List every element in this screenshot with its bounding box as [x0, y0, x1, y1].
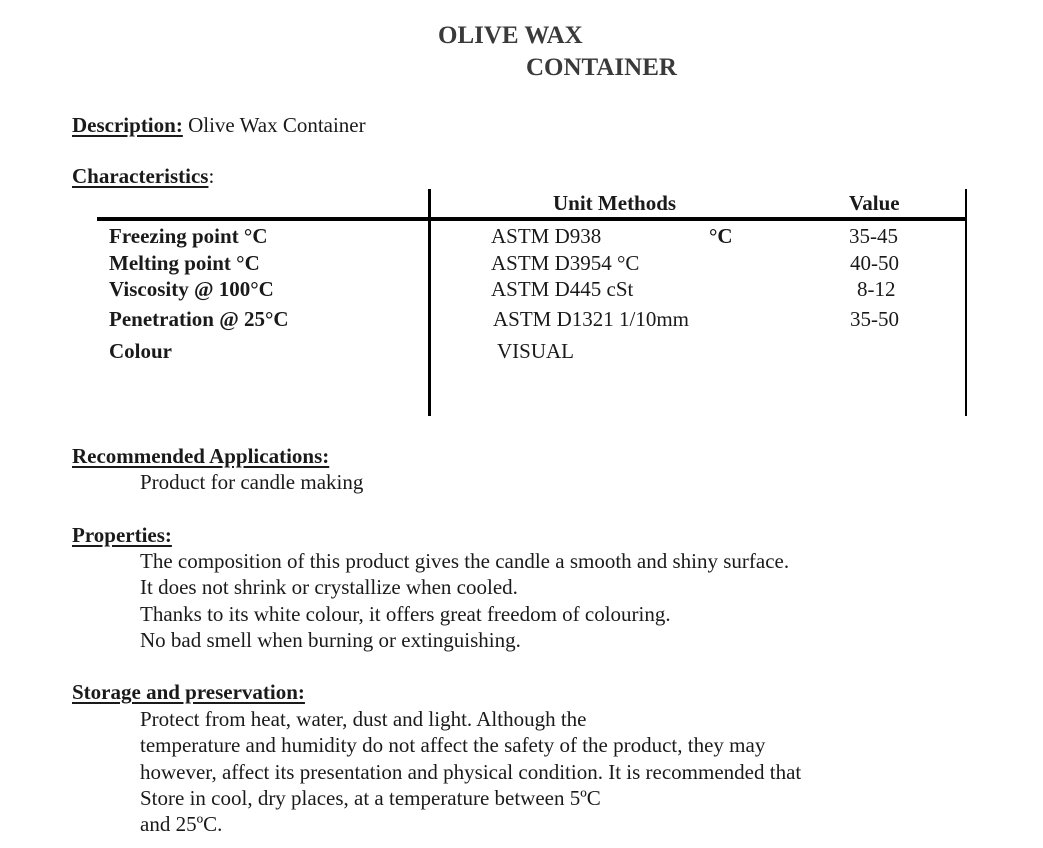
storage-line: Store in cool, dry places, at a temperature between 5ºC — [140, 785, 601, 810]
storage-line: however, affect its presentation and physical condition. It is recommended that — [140, 759, 802, 784]
table-header-rule — [97, 217, 967, 221]
table-column-divider — [428, 189, 431, 416]
row-value: 35-50 — [850, 307, 899, 331]
storage-heading: Storage and preservation: — [72, 680, 305, 704]
characteristics-label: Characteristics — [72, 164, 209, 188]
properties-body — [140, 548, 789, 653]
applications-heading: Recommended Applications: — [72, 444, 330, 468]
row-name: Freezing point °C — [109, 224, 268, 248]
properties-line: Thanks to its white colour, it offers great freedom of colouring. — [140, 601, 671, 626]
title-line-1: OLIVE WAX — [438, 22, 583, 49]
title-line-2: CONTAINER — [526, 54, 677, 81]
row-unit: °C — [709, 224, 733, 248]
properties-line: It does not shrink or crystallize when cooled. — [140, 575, 518, 600]
header-unit-methods: Unit Methods — [553, 191, 677, 215]
characteristics-colon: : — [208, 164, 215, 188]
applications-text: Product for candle making — [140, 470, 364, 494]
header-value: Value — [849, 191, 900, 215]
description-value: Olive Wax Container — [182, 113, 366, 137]
row-method: ASTM D938 — [491, 224, 602, 248]
properties-line: No bad smell when burning or extinguishing. — [140, 627, 521, 652]
description-label: Description: — [72, 113, 183, 137]
properties-line: The composition of this product gives the candle a smooth and shiny surface. — [140, 549, 790, 573]
storage-line: and 25ºC. — [140, 812, 223, 837]
table-right-border — [965, 189, 967, 416]
row-method: VISUAL — [497, 339, 574, 363]
row-method: ASTM D445 cSt — [491, 277, 634, 301]
row-method: ASTM D3954 °C — [491, 251, 640, 275]
row-value: 40-50 — [850, 251, 899, 275]
row-value: 8-12 — [857, 277, 896, 301]
storage-line: temperature and humidity do not affect the safety of the product, they may — [140, 733, 766, 758]
row-name: Penetration @ 25°C — [109, 307, 289, 331]
row-name: Melting point °C — [109, 251, 260, 275]
storage-line: Protect from heat, water, dust and light. Although the — [140, 707, 587, 731]
row-value: 35-45 — [849, 224, 898, 248]
row-method: ASTM D1321 1/10mm — [493, 307, 690, 331]
row-name: Viscosity @ 100°C — [109, 277, 274, 301]
characteristics-heading — [72, 164, 214, 189]
description-line — [72, 113, 366, 138]
properties-heading: Properties: — [72, 523, 172, 547]
row-name: Colour — [109, 339, 172, 363]
storage-body — [140, 706, 801, 837]
